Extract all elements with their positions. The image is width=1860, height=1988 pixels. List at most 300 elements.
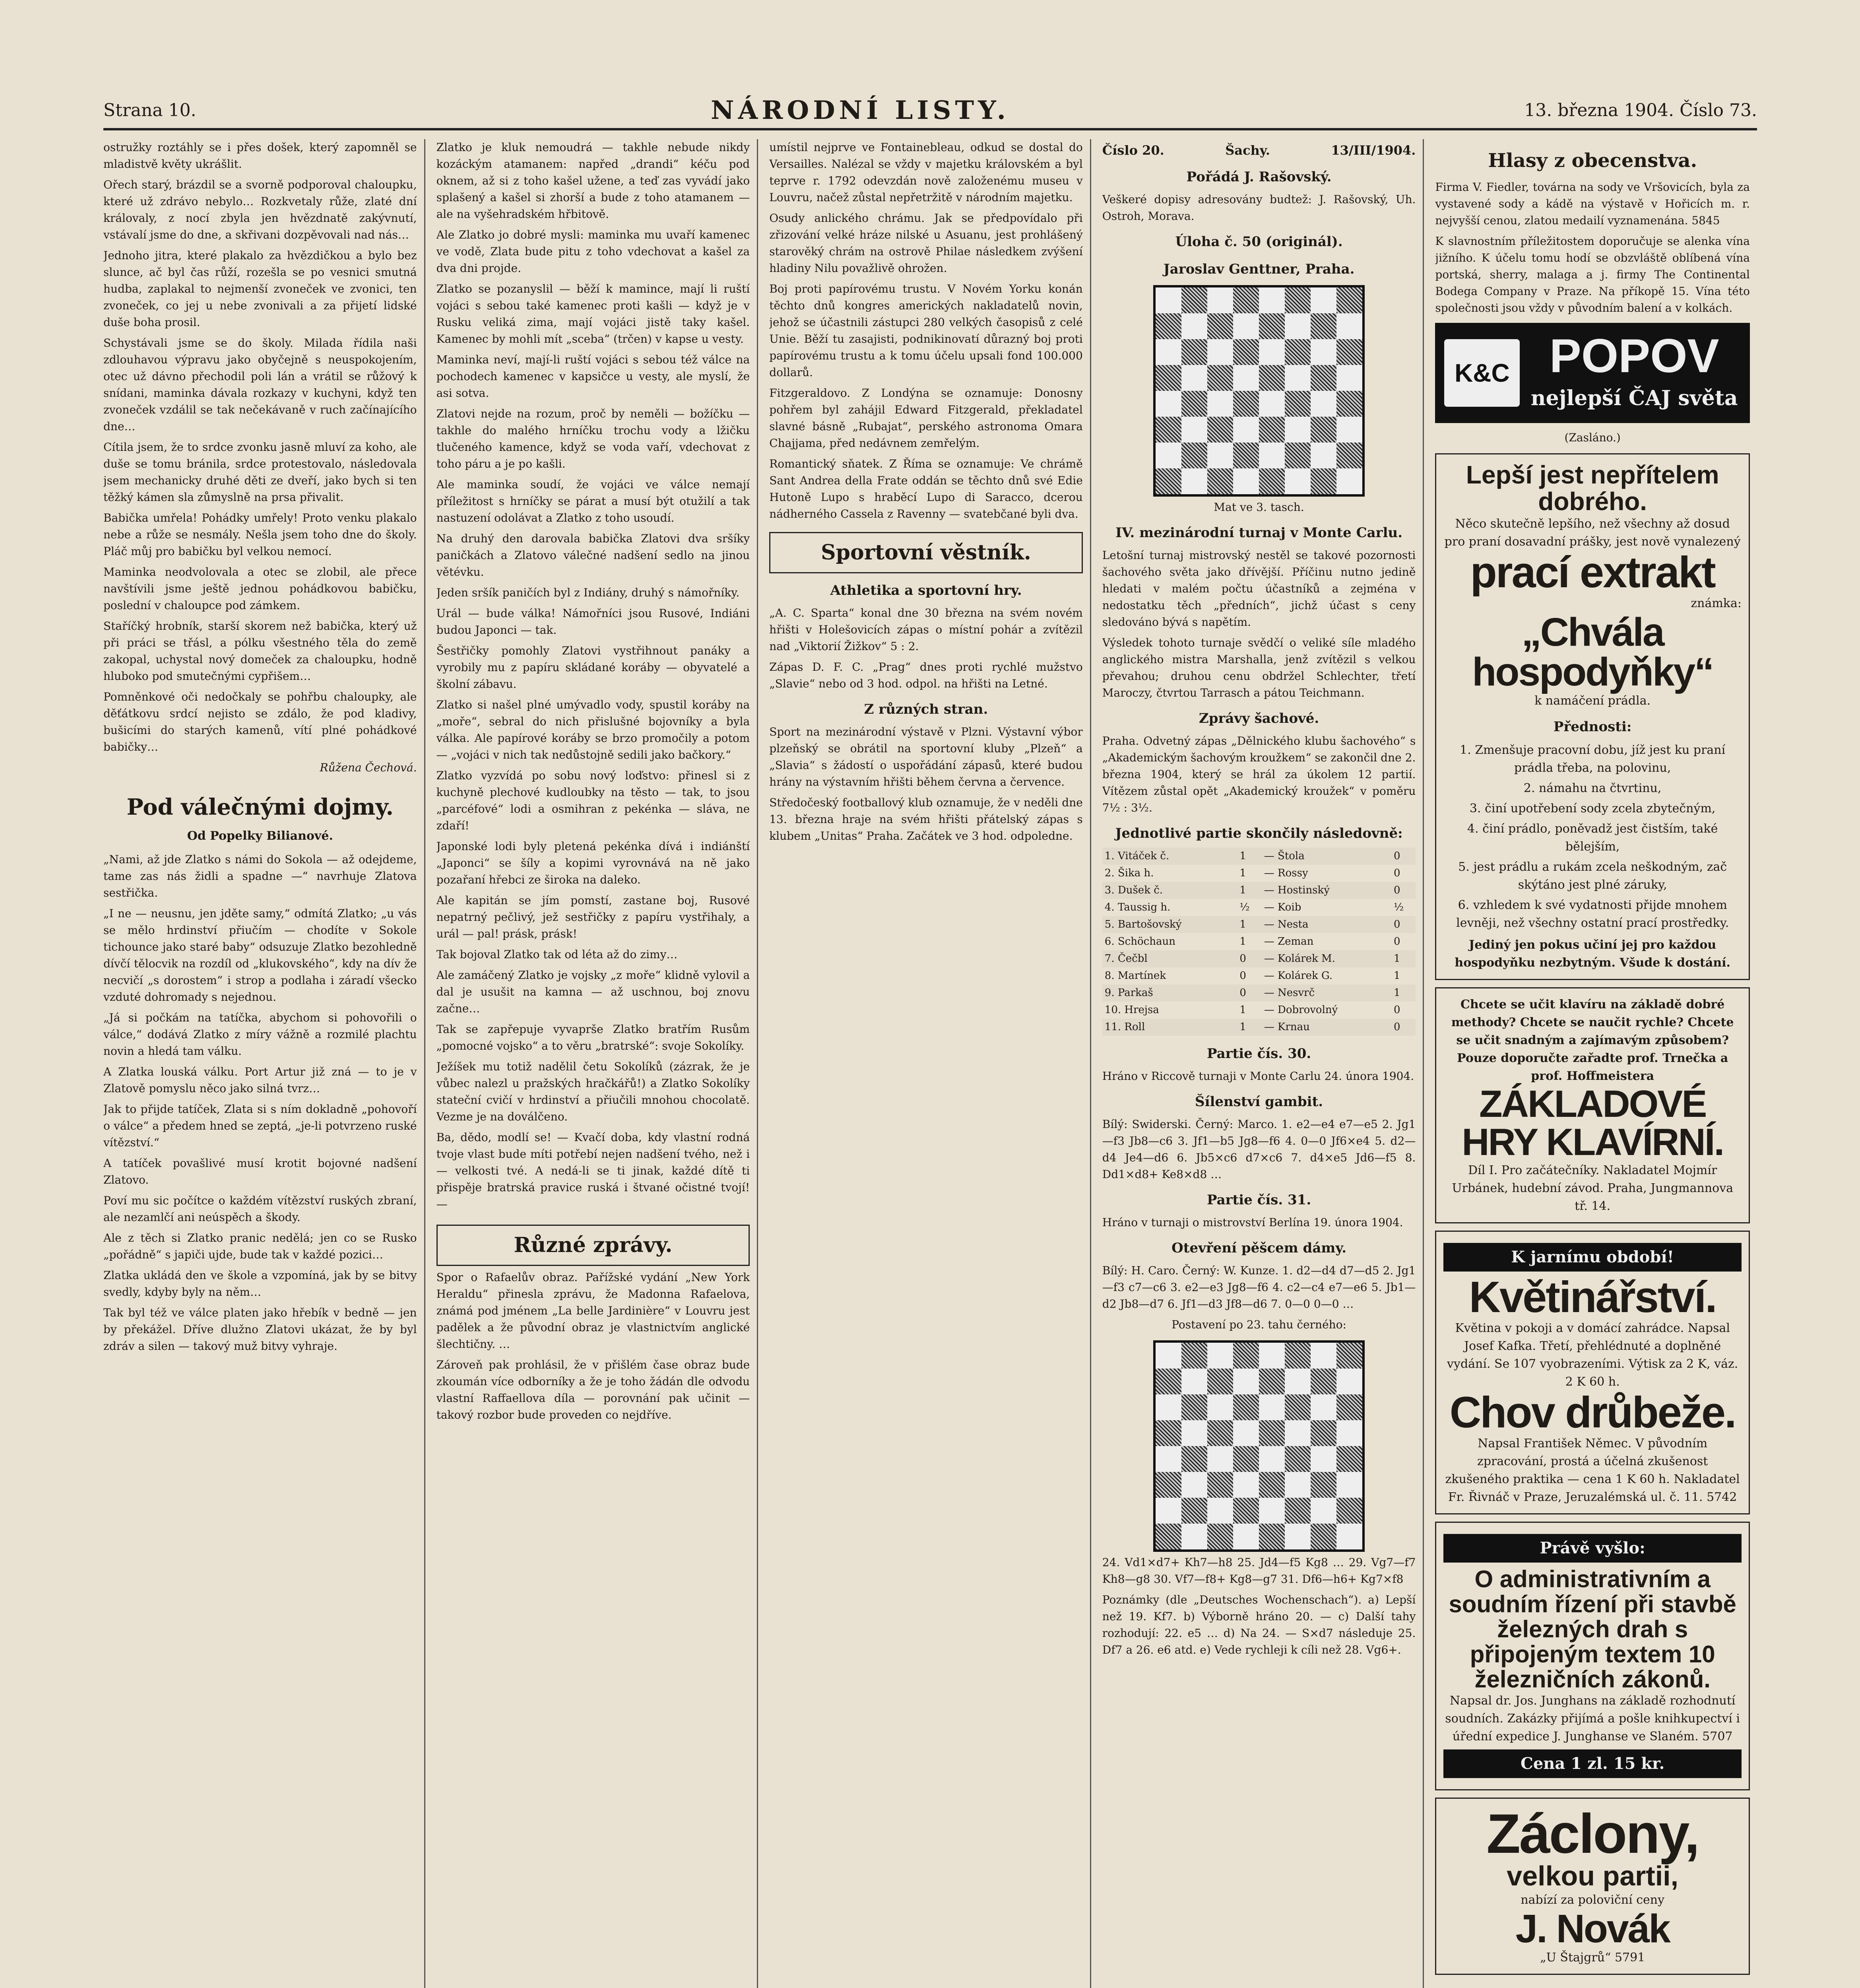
ad-merchant-name: J. Novák (1515, 1906, 1670, 1951)
article-byline: Od Popelky Bilianové. (187, 829, 333, 843)
ad-text: Napsal František Němec. V původním zpracování, prostá a účelná zkušenost zkušeného praktika — cena 1 K 60 h. Nakladatel Fr. Řivnáč v Praze, Jeruzalémská ul. č. 11. 5742 (1445, 1437, 1740, 1505)
column-3 (769, 139, 1091, 1988)
results-row (1102, 899, 1416, 916)
chess-square (1311, 1446, 1336, 1472)
results-cell: — Kolárek M. (1264, 953, 1335, 965)
chess-editor: Pořádá J. Rašovský. (1186, 169, 1332, 185)
column-4-chess (1102, 139, 1424, 1988)
chess-square (1207, 1446, 1233, 1472)
popov-text (1528, 329, 1741, 414)
chess-issue: Číslo 20. (1102, 143, 1164, 158)
paragraph: Boj proti papírovému trustu. V Novém Yorku konán těchto dnů kongres amerických nakladatelů novin, jehož se účastnili zástupci 280 velkých časopisů z celé Unie. Běží tu zasajisti, podnikinovatí důrazný boj proti papírovému trustu a k tomu účelu upsali fond 100.000 dollarů. (769, 282, 1083, 379)
chess-square (1259, 339, 1285, 365)
results-row (1102, 916, 1416, 933)
chess-square (1259, 1420, 1285, 1446)
chess-square (1285, 365, 1311, 391)
results-row (1102, 950, 1416, 967)
results-cell: 0 (1239, 970, 1246, 982)
results-cell: 0 (1393, 1004, 1400, 1016)
paragraph: Zápas D. F. C. „Prag“ dnes proti rychlé mužstvo „Slavie“ nebo od 3 hod. odpol. na hřišti na Letné. (769, 660, 1083, 690)
paragraph: ostružky roztáhly se i přes došek, který zapomněl se mladistvě květy ukrášlit. (103, 141, 417, 171)
chess-square (1207, 1369, 1233, 1394)
results-cell: — Hostinský (1264, 884, 1330, 896)
chess-square (1259, 1446, 1285, 1472)
paragraph: Zlatko je kluk nemoudrá — takhle nebude nikdy kozáckým atamanem: napřed „drandi“ kéču pod oknem, až si z toho kašel užene, a teď zas vyvádí jako splašený a kašel si zhorší a bude z toho atamanem — ale na vyšehradském hřbitově. (436, 141, 750, 221)
results-cell: 1 (1239, 884, 1246, 896)
chess-square (1336, 443, 1362, 468)
advantages-title: Přednosti: (1553, 719, 1632, 735)
results-cell: 1 (1239, 1021, 1246, 1033)
chess-square (1259, 1498, 1285, 1524)
ad-headline: Záclony, (1486, 1802, 1699, 1865)
chess-square (1336, 1524, 1362, 1549)
columns (103, 139, 1757, 1988)
ad-address: „U Štajgrů“ 5791 (1540, 1950, 1645, 1965)
paragraph: A Zlatka louská válku. Port Artur již zná — to je v Zlatově pomyslu něco jako silná tvrz… (103, 1065, 417, 1095)
chess-square (1285, 1420, 1311, 1446)
chess-square (1259, 443, 1285, 468)
curtains-ad (1435, 1798, 1750, 1975)
paragraph: Ba, dědo, modlí se! — Kvačí doba, kdy vlastní rodná tvoje vlast bude míti potřebí nejen nadšení tvého, než i — velkosti tvé. A nedá-li se ti jinak, každé dítě ti přispěje bratrská pravice ruská i štvané očistné tvojí! — (436, 1131, 750, 1211)
chess-square (1259, 1472, 1285, 1498)
paragraph: Středočeský footballový klub oznamuje, že v neděli dne 13. března hraje na svém hřišti přátelský zápas s klubem „Unitas“ Praha. Začátek ve 3 hod. odpoledne. (769, 796, 1083, 843)
ad-text: nabízí za poloviční ceny (1521, 1893, 1665, 1907)
chess-square (1207, 443, 1233, 468)
chess-square (1311, 443, 1336, 468)
ad-banner: K jarnímu období! (1443, 1243, 1742, 1272)
author-signature: Růžena Čechová. (320, 761, 417, 774)
chess-square (1259, 1394, 1285, 1420)
ad-headline: Chov drůbeže. (1449, 1388, 1736, 1437)
chess-square (1156, 1524, 1181, 1549)
tournament-title: IV. mezinárodní turnaj v Monte Carlu. (1115, 525, 1403, 541)
chess-square (1311, 417, 1336, 443)
chess-square (1181, 313, 1207, 339)
advantage-item: 5. jest prádlu a rukám zcela neškodným, zač skýtáno jest plné záruky, (1458, 860, 1727, 892)
chess-square (1207, 1524, 1233, 1549)
chess-square (1207, 417, 1233, 443)
chess-square (1181, 1498, 1207, 1524)
results-cell: 0 (1393, 1021, 1400, 1033)
paragraph: Zlatko vyzvídá po sobu nový loďstvo: přinesl si z kuchyně plechové kudloubky na těsto — tak, to jsou „parcéfové“ lodi a osmihran z pekénka — sláva, ne zdaří! (436, 769, 750, 832)
advantage-item: 6. vzhledem k své vydatnosti přijde mnohem levněji, než všechny ostatní prací prostředky. (1456, 898, 1729, 930)
chess-square (1156, 391, 1181, 417)
chess-square (1181, 1524, 1207, 1549)
chess-square (1311, 1394, 1336, 1420)
popov-logo: K&C (1444, 339, 1520, 407)
ad-headline: Lepší jest nepřítelem dobrého. (1466, 460, 1719, 516)
results-cell: 0 (1239, 953, 1246, 965)
chess-square (1156, 339, 1181, 365)
results-cell: 0 (1239, 987, 1246, 999)
paragraph: Jeden sršík paničích byl z Indiány, druhý s námořníky. (436, 586, 740, 599)
paragraph: Urál — bude válka! Námořníci jsou Rusové, Indiáni budou Japonci — tak. (436, 607, 750, 637)
chess-square (1259, 313, 1285, 339)
results-cell: 4. Taussig h. (1104, 901, 1171, 913)
chess-square (1233, 391, 1259, 417)
paragraph: Tak se zapřepuje vyvaprše Zlatko bratřím Rusům „pomocné vojsko“ a to věru „bratrské“: svoje Sokolíky. (436, 1023, 750, 1052)
paragraph: Zlatka ukládá den ve škole a vzpomíná, jak by se bitvy svedly, kdyby byly na něm… (103, 1269, 417, 1299)
chess-square (1233, 1420, 1259, 1446)
chess-square (1156, 417, 1181, 443)
chess-square (1336, 1369, 1362, 1394)
board-caption: Mat ve 3. tasch. (1214, 501, 1304, 514)
paragraph: Fitzgeraldovo. Z Londýna se oznamuje: Donosny pohřem byl zahájil Edward Fitzgerald, překladatel slavné básně „Rubajat“, perského astronoma Omara Chajjama, před nedávnem zemřelým. (769, 386, 1083, 450)
chess-square (1207, 1343, 1233, 1369)
results-row (1102, 865, 1416, 882)
chess-square (1233, 313, 1259, 339)
results-row (1102, 882, 1416, 899)
popov-title: POPOV (1549, 329, 1719, 382)
results-cell: 1 (1393, 987, 1400, 999)
chess-square (1285, 417, 1311, 443)
ad-headline: ZÁKLADOVÉ HRY KLAVÍRNÍ. (1462, 1083, 1724, 1164)
advantage-item: 2. námahu na čtvrtinu, (1523, 781, 1662, 796)
results-cell: — Štola (1264, 850, 1305, 862)
chess-square (1311, 468, 1336, 494)
paragraph: Výsledek tohoto turnaje svědčí o veliké síle mladého anglického mistra Marshalla, jenž zvítězil s velkou převahou; druhou cenu obdržel Schlechter, třetí Maroczy, čtvrtou Tarrasch a pátou Teichmann. (1102, 636, 1416, 699)
game-moves: 24. Vd1×d7+ Kh7—h8 25. Jd4—f5 Kg8 … 29. Vg7—f7 Kh8—g8 30. Vf7—f8+ Kg8—g7 31. Df6—h6+ Kg7×f8 (1102, 1556, 1416, 1586)
results-cell: 7. Čečbl (1104, 953, 1148, 965)
paragraph: „Já si počkám na tatíčka, abychom si pohovořili o válce,“ dodává Zlatko z míry vážně a rozmilé plachtu novin a hledá tam válku. (103, 1011, 417, 1058)
results-cell: 0 (1393, 850, 1400, 862)
chess-square (1285, 1446, 1311, 1472)
chess-square (1285, 443, 1311, 468)
chess-square (1336, 1472, 1362, 1498)
chess-square (1336, 339, 1362, 365)
paragraph: Firma V. Fiedler, továrna na sody ve Vršovicích, byla za vystavené sody a kádě na výstavě v Hořicích m. r. nejvyšší cenou, zlatou medailí vyznamenána. 5845 (1435, 181, 1750, 227)
washing-extract-ad (1435, 453, 1750, 980)
chess-square (1336, 391, 1362, 417)
paragraph: umístil nejprve ve Fontainebleau, odkud se dostal do Versailles. Nalézal se vždy v majetku královském a byl teprve r. 1792 odevzdán nově založenému museu v Louvru, načež zůstal nepřetržitě v národním majetku. (769, 141, 1083, 204)
ad-product-name: prací extrakt (1470, 548, 1715, 597)
paragraph: Jednoho jitra, které plakalo za hvězdičkou a bylo bez slunce, ač byl čas růží, rozešla se po vesnici smutná hudba, zaplakal to nejmenší zvoneček ve zvonici, ten zvoneček, co jej u nebe zvonivali a za přijetí lidské duše boha prosil. (103, 249, 417, 329)
chess-square (1285, 391, 1311, 417)
paragraph: Romantický sňatek. Z Říma se oznamuje: Ve chrámě Sant Andrea della Frate oddán se těchto dnů své Edie Hutoně Lupo s hraběcí Lupo di Saracco, dcerou nádherného Cassela z Ravenny — svatebčané byli dva. (769, 457, 1083, 520)
paragraph: Hráno v turnaji o mistrovství Berlína 19. února 1904. (1102, 1216, 1403, 1229)
chess-title: Šachy. (1225, 143, 1270, 158)
paragraph: „A. C. Sparta“ konal dne 30 března na svém novém hřišti v Holešovicích zápas o místní pohár a zvítězil nad „Viktorií Žižkov“ 5 : 2. (769, 606, 1083, 653)
chess-square (1311, 365, 1336, 391)
section-heading-sports: Sportovní věstník. (769, 532, 1083, 573)
chess-square (1156, 468, 1181, 494)
chess-square (1336, 1394, 1362, 1420)
paragraph: Jak to přijde tatíček, Zlata si s ním dokladně „pohovoří o válce“ a předem hned se zeptá, „je-li potvrzeno ruské vítězství.“ (103, 1103, 417, 1149)
chess-square (1156, 443, 1181, 468)
chess-square (1181, 1472, 1207, 1498)
paragraph: Babička umřela! Pohádky umřely! Proto venku plakalo nebe a růže se nesmály. Nešla jsem toho dne do školy. Pláč můj pro babičku byl velkou nemocí. (103, 511, 417, 558)
ad-text: k namáčení prádla. (1534, 694, 1651, 708)
chess-square (1207, 287, 1233, 313)
results-cell: 1 (1239, 867, 1246, 879)
ad-price: Cena 1 zl. 15 kr. (1443, 1749, 1742, 1778)
results-cell: ½ (1393, 901, 1404, 913)
chess-square (1285, 339, 1311, 365)
chess-square (1336, 313, 1362, 339)
chess-square (1311, 1369, 1336, 1394)
newspaper-title: NÁRODNÍ LISTY. (711, 95, 1010, 125)
paragraph: Pomněnkové oči nedočkaly se pohřbu chaloupky, ale děťátkovu srdcí nejisto se zdálo, že pod kladivy, bušicími do starých kamenů, vítí plné pohádkové babičky… (103, 690, 417, 753)
chess-square (1156, 1472, 1181, 1498)
results-cell: 1 (1239, 1004, 1246, 1016)
paragraph: Veškeré dopisy adresovány budtež: J. Rašovský, Uh. Ostroh, Morava. (1102, 193, 1416, 223)
chess-square (1233, 339, 1259, 365)
chess-square (1259, 417, 1285, 443)
advantage-item: 1. Zmenšuje pracovní dobu, jíž jest ku praní prádla třeba, na polovinu, (1460, 743, 1726, 775)
chess-square (1336, 287, 1362, 313)
results-row (1102, 848, 1416, 865)
problem-author: Jaroslav Genttner, Praha. (1163, 261, 1355, 277)
results-cell: 10. Hrejsa (1104, 1004, 1159, 1016)
results-table (1102, 848, 1416, 1036)
chess-square (1336, 417, 1362, 443)
chess-square (1336, 1498, 1362, 1524)
chess-board (1153, 1340, 1365, 1552)
results-cell: — Krnau (1264, 1021, 1310, 1033)
results-row (1102, 967, 1416, 984)
chess-square (1311, 1524, 1336, 1549)
paragraph: Ale zamáčený Zlatko je vojsky „z moře“ klidně vylovil a dal je usušit na kamna — až uschnou, boj znovu začne… (436, 969, 750, 1015)
results-cell: 1 (1393, 970, 1400, 982)
ad-text: Napsal dr. Jos. Junghans na základě rozhodnutí soudních. Zakázky přijímá a pošle knihkupectví i úřední expedice J. Junghanse ve Slaném. 5707 (1445, 1694, 1740, 1744)
chess-square (1181, 1369, 1207, 1394)
chess-square (1181, 443, 1207, 468)
paragraph: Ořech starý, brázdil se a svorně podporoval chaloupku, které už zdrávo nebylo… Rozkvetaly růže, zlaté dní královaly, z nocí zbyla jen hvězdnatě zakývnutí, vstávalí jsme do dne, a skřivani dozpěvovali nad nás… (103, 178, 417, 241)
opening-name: Otevření pěšcem dámy. (1171, 1240, 1347, 1256)
popov-sub: nejlepší ČAJ světa (1530, 386, 1738, 410)
chess-square (1156, 365, 1181, 391)
chess-square (1181, 339, 1207, 365)
chess-square (1336, 1420, 1362, 1446)
chess-square (1233, 1524, 1259, 1549)
chess-square (1181, 1343, 1207, 1369)
issue-date: 13. března 1904. Číslo 73. (1524, 100, 1757, 120)
paragraph: Šestřičky pomohly Zlatovi vystřihnout panáky a vyrobily mu z papíru skládané koráby — obyvatelé a školní zábavu. (436, 644, 750, 691)
chess-square (1233, 1472, 1259, 1498)
results-cell: 1 (1239, 850, 1246, 862)
column-5-ads (1435, 139, 1757, 1988)
ad-banner: Právě vyšlo: (1443, 1534, 1742, 1563)
chess-square (1181, 365, 1207, 391)
chess-square (1336, 468, 1362, 494)
game-title: Partie čís. 30. (1206, 1046, 1311, 1062)
game-moves: Bílý: H. Caro. Černý: W. Kunze. 1. d2—d4 d7—d5 2. Jg1—f3 c7—c6 3. e2—e3 Jg8—f6 4. c2—c4 e7—e6 5. Jb1—d2 Jb8—d7 6. Jf1—d3 Jf8—d6 7. 0—0 0—0 … (1102, 1264, 1416, 1310)
chess-square (1259, 365, 1285, 391)
chess-square (1156, 1498, 1181, 1524)
chess-square (1259, 468, 1285, 494)
paragraph: Osudy anlického chrámu. Jak se předpovídalo při zřizování velké hráze nilské u Asuanu, jest prohlášený starověký chrám na ostrově Philae následkem zvýšení hladiny Nilu považlivě ohrožen. (769, 212, 1083, 275)
page-header (103, 92, 1757, 130)
chess-square (1207, 365, 1233, 391)
game-moves: Bílý: Swiderski. Černý: Marco. 1. e2—e4 e7—e5 2. Jg1—f3 Jb8—c6 3. Jf1—b5 Jg8—f6 4. 0—0 Jf6×e4 5. d2—d4 Je4—d6 6. Jb5×c6 d7×c6 7. d4×e5 Jd6—f5 8. Dd1×d8+ Ke8×d8 … (1102, 1118, 1416, 1181)
results-cell: 9. Parkaš (1104, 987, 1153, 999)
paragraph: Praha. Odvetný zápas „Dělnického klubu šachového“ s „Akademickým šachovým kroužkem“ se zakončil dne 2. března 1904, který se hrál za úkolem 12 partií. Vítězem zůstal opět „Akademický kroužek“ v poměru 7½ : 3½. (1102, 734, 1416, 814)
chess-square (1233, 1394, 1259, 1420)
advantage-item: 4. činí prádlo, poněvadž jest čistším, také bělejším, (1467, 822, 1718, 854)
paragraph: Zároveň pak prohlásil, že v přišlém čase obraz bude zkoumán více odborníky a že je toho žádán dle odvodu vlastní Raffaellova díla — porovnání pak učinit — takový rozbor bude proveden co nejdříve. (436, 1358, 750, 1421)
chess-board (1153, 285, 1365, 497)
paragraph: Ale maminka soudí, že vojáci ve válce nemají příležitost s hrníčky se párat a musí být otužilí a tak nastuzení odolávat a Zlatko z toho usoudí. (436, 478, 750, 524)
paragraph: A tatíček povašlivé musí krotit bojovné nadšení Zlatovo. (103, 1157, 417, 1186)
chess-square (1233, 365, 1259, 391)
chess-square (1233, 1343, 1259, 1369)
piano-ad (1435, 987, 1750, 1223)
chess-square (1207, 1472, 1233, 1498)
results-cell: 3. Dušek č. (1104, 884, 1163, 896)
section-heading-news: Různé zprávy. (436, 1225, 750, 1266)
chess-square (1181, 391, 1207, 417)
chess-square (1156, 1394, 1181, 1420)
advantages-list (1443, 741, 1742, 932)
chess-square (1156, 313, 1181, 339)
paragraph: Maminka neví, mají-li ruští vojáci s sebou též válce na pochodech kamenec v kapsičce u vesty, ale myslí, že asi sotva. (436, 353, 750, 400)
chess-square (1207, 339, 1233, 365)
results-subtitle: Jednotlivé partie skončily následovně: (1115, 825, 1403, 841)
ad-text: Něco skutečně lepšího, než všechny až dosud pro praní dosavadní prášky, jest nově vynalezený (1444, 517, 1741, 549)
chess-square (1259, 287, 1285, 313)
results-row (1102, 1019, 1416, 1036)
chess-square (1285, 313, 1311, 339)
paragraph: Zlatko se pozanyslil — běží k mamince, mají li ruští vojáci s sebou také kamenec proti kašli — když je v Rusku veliká zima, mají vojáci jistě taky kašel. Kamenec by mohli mít „sceba“ (trčen) v kapse u vesty. (436, 282, 750, 346)
results-cell: 2. Šika h. (1104, 867, 1154, 879)
chess-square (1336, 1446, 1362, 1472)
paragraph: Japonské lodi byly pletená pekénka dívá i indiánští „Japonci“ se šíly a kopimi vyrovnává na ně jako pozařaní hřebci ze široka na daleko. (436, 840, 750, 886)
results-cell: 0 (1393, 867, 1400, 879)
chess-square (1285, 1369, 1311, 1394)
flower-book-ad (1435, 1231, 1750, 1514)
chess-header (1102, 141, 1416, 160)
chess-square (1207, 1394, 1233, 1420)
column-2 (436, 139, 758, 1988)
chess-square (1336, 365, 1362, 391)
chess-square (1336, 1343, 1362, 1369)
results-row (1102, 984, 1416, 1002)
paragraph: Maminka neodvolovala a otec se zlobil, ale přece navštívili jsme ještě jednou pohádkovou babičku, poslední v chaloupce pod zámkem. (103, 565, 417, 612)
results-cell: 1 (1393, 953, 1400, 965)
chess-news-title: Zprávy šachové. (1199, 711, 1319, 726)
paragraph: Tak bojoval Zlatko tak od léta až do zimy… (436, 948, 678, 961)
ad-headline: Květinářství. (1469, 1273, 1716, 1322)
results-cell: — Koib (1264, 901, 1301, 913)
chess-square (1156, 1369, 1181, 1394)
chess-square (1233, 468, 1259, 494)
ad-headline: O administrativním a soudním řízení při stavbě železných drah s připojeným textem 10 železničních zákonů. (1449, 1566, 1736, 1693)
opening-name: Šílenství gambit. (1195, 1094, 1323, 1110)
paragraph: Na druhý den darovala babička Zlatovi dva sršíky paničkách a Zlatovo válečné nadšení sedlo na jinou větévku. (436, 532, 750, 579)
ad-text: Díl I. Pro začátečníky. Nakladatel Mojmír Urbánek, hudební závod. Praha, Jungmannova tř. 14. (1452, 1163, 1734, 1213)
paragraph: Letošní turnaj mistrovský nestěl se takové pozornosti šachového světa jako dřívější. Příčinu nutno jedině hledati v malém počtu účastníků a zejména v nedostatku těch „předních“, jichž účast s ceny sledováno bývá s napětím. (1102, 549, 1416, 629)
page-number: Strana 10. (103, 100, 196, 120)
chess-square (1285, 1343, 1311, 1369)
paragraph: Staříčký hrobník, starší skorem než babička, který už při práci se třásl, a pólku všestného těla do země zakopal, uchystal nový domeček za chaloupku, hodně hluboko pod smutečnými cypřišem… (103, 619, 417, 683)
subsection-heading: Z různých stran. (864, 701, 988, 717)
chess-square (1285, 1524, 1311, 1549)
paragraph: Hráno v Riccově turnaji v Monte Carlu 24. února 1904. (1102, 1070, 1414, 1083)
chess-square (1259, 1524, 1285, 1549)
chess-square (1259, 391, 1285, 417)
chess-square (1285, 1472, 1311, 1498)
results-cell: 5. Bartošovský (1104, 918, 1182, 930)
results-cell: 8. Martínek (1104, 970, 1166, 982)
paragraph: Schystávali jsme se do školy. Milada řídila naši zdlouhavou výpravu jako obyčejně s neuspokojením, otec už dávno přechodil poli lán a vrátil se růžový k snídani, maminka dávala rozkazy v kuchyni, když ten zvoneček vzdálil se tak nečekávaně v ruch začínajícího dne… (103, 336, 417, 433)
game-title: Partie čís. 31. (1206, 1192, 1311, 1208)
popov-tea-ad (1435, 323, 1750, 423)
chess-square (1259, 1369, 1285, 1394)
advantage-item: 3. činí upotřebení sody zcela zbytečným, (1469, 802, 1716, 816)
paragraph: Zlatovi nejde na rozum, proč by neměli — božíčku — takhle do malého hrníčku trochu vody a lžičku tlučeného kamence, když se voda vaří, vdechovat z toho páru a je po kašli. (436, 407, 750, 470)
results-cell: 0 (1393, 884, 1400, 896)
chess-square (1156, 1420, 1181, 1446)
chess-square (1233, 417, 1259, 443)
chess-square (1311, 1498, 1336, 1524)
paragraph: „I ne — neusnu, jen jděte samy,“ odmítá Zlatko; „u vás se mělo hrdinství přiučím — chodíte v Sokole tichounce jako staré baby“ odsuzuje Zlatko bezohledně dívčí tělocvik na rozdíl od „klukovského“, kdy na dív že necvičí „s dorostem“ i strop a podlaha i záradí všecko vzduté dohromady s nejednou. (103, 907, 417, 1004)
chess-square (1233, 1446, 1259, 1472)
paragraph: „Nami, až jde Zlatko s námi do Sokola — až odejdeme, tame zas nás židli a spadne —“ navrhuje Zlatova sestřička. (103, 853, 417, 899)
chess-square (1311, 1420, 1336, 1446)
results-cell: — Dobrovolný (1264, 1004, 1338, 1016)
chess-square (1285, 1498, 1311, 1524)
paragraph: Poznámky (dle „Deutsches Wochenschach“). a) Lepší než 19. Kf7. b) Výborně hráno 20. — c) Další tahy rozhodují: 22. e5 … d) Na 24. — S×d7 následuje 25. Df7 a 26. e6 atd. e) Vede rychleji k cíli než 28. Vg6+. (1102, 1593, 1416, 1656)
ad-brand: „Chvála hospodyňky“ (1472, 610, 1713, 695)
chess-square (1181, 1446, 1207, 1472)
chess-square (1311, 391, 1336, 417)
ad-text: Květina v pokoji a v domácí zahrádce. Napsal Josef Kafka. Třetí, přehlédnuté a doplněné vydání. Se 107 vyobrazeními. Výtisk za 2 K, váz. 2 K 60 h. (1447, 1321, 1738, 1389)
chess-square (1259, 1343, 1285, 1369)
results-row (1102, 1002, 1416, 1019)
chess-square (1207, 468, 1233, 494)
results-cell: — Kolárek G. (1264, 970, 1333, 982)
results-cell: 1. Vitáček č. (1104, 850, 1170, 862)
chess-square (1285, 468, 1311, 494)
results-cell: — Nesvrč (1264, 987, 1315, 999)
ad-text: známka: (1691, 596, 1742, 611)
ad-section-title: Hlasy z obecenstva. (1488, 149, 1697, 172)
chess-square (1311, 1472, 1336, 1498)
chess-square (1233, 1498, 1259, 1524)
paragraph: Ale Zlatko jo dobré mysli: maminka mu uvaří kamenec ve vodě, Zlata bude pitu z toho vdechovat a kašel za dva dni projde. (436, 228, 750, 275)
chess-square (1207, 1420, 1233, 1446)
chess-square (1285, 1394, 1311, 1420)
results-cell: — Nesta (1264, 918, 1309, 930)
paragraph: Ale z těch si Zlatko pranic nedělá; jen co se Rusko „pořádně“ s japiči ujde, bude tak v každé pozici… (103, 1231, 417, 1261)
column-1 (103, 139, 425, 1988)
paragraph: Sport na mezinárodní výstavě v Plzni. Výstavní výbor plzeňský se obrátil na sportovní kluby „Plzeň“ a „Slavia“ s žádostí o uspořádání zápasů, které budou hrány na výstavním hřišti během června a července. (769, 725, 1083, 788)
chess-square (1181, 1394, 1207, 1420)
results-cell: 0 (1393, 936, 1400, 947)
chess-square (1311, 1343, 1336, 1369)
subsection-heading: Athletika a sportovní hry. (830, 582, 1022, 598)
chess-date: 13/III/1904. (1331, 143, 1416, 158)
results-cell: 1 (1239, 936, 1246, 947)
results-cell: — Rossy (1264, 867, 1308, 879)
chess-square (1181, 1420, 1207, 1446)
results-cell: 0 (1393, 918, 1400, 930)
chess-square (1181, 468, 1207, 494)
chess-square (1285, 287, 1311, 313)
results-cell: 11. Roll (1104, 1021, 1145, 1033)
chess-square (1156, 287, 1181, 313)
chess-square (1233, 287, 1259, 313)
chess-square (1311, 287, 1336, 313)
chess-square (1233, 1369, 1259, 1394)
chess-square (1207, 391, 1233, 417)
results-cell: 6. Schöchaun (1104, 936, 1175, 947)
article-title: Pod válečnými dojmy. (126, 794, 394, 820)
chess-square (1181, 417, 1207, 443)
paragraph: Tak byl též ve válce platen jako hřebík v bedně — jen by překážel. Dříve dlužno Zlatovi ukázat, že by byl zdráv a silen — takový muž bitvy vyhraje. (103, 1306, 417, 1353)
ad-text: Jediný jen pokus učiní jej pro každou hospodyňku nezbytným. Všude k dostání. (1455, 938, 1730, 970)
legal-book-ad (1435, 1522, 1750, 1790)
